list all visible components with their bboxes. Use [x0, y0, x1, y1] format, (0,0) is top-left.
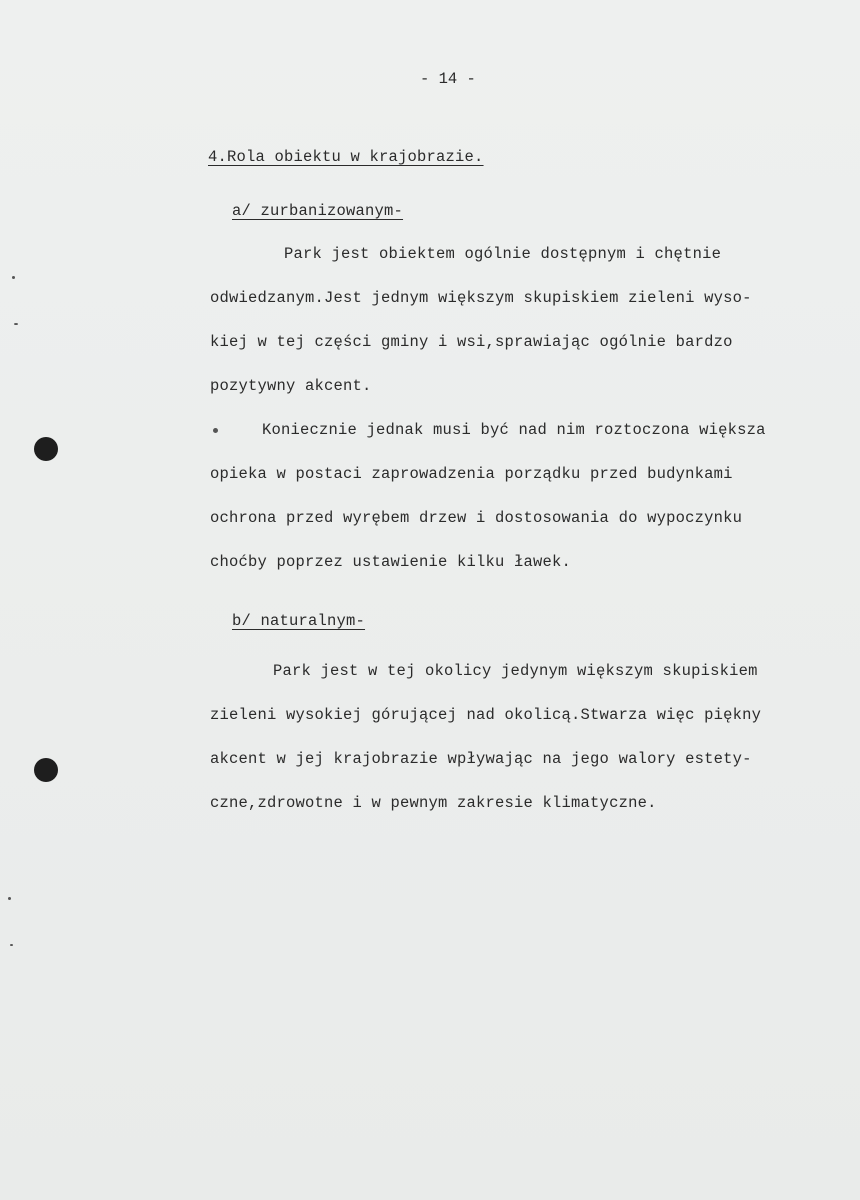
- paragraph-line: choćby poprzez ustawienie kilku ławek.: [210, 553, 572, 571]
- paragraph-line: kiej w tej części gminy i wsi,sprawiając ogólnie bardzo: [210, 333, 733, 351]
- paper-speck: [12, 276, 15, 279]
- paragraph-line: opieka w postaci zaprowadzenia porządku przed budynkami: [210, 465, 733, 483]
- paragraph-line: odwiedzanym.Jest jednym większym skupiskiem zieleni wyso-: [210, 289, 752, 307]
- paragraph-line: Park jest w tej okolicy jedynym większym skupiskiem: [273, 662, 758, 680]
- subsection-a-heading: a/ zurbanizowanym-: [232, 202, 404, 220]
- punch-hole: [34, 437, 58, 461]
- subsection-b-heading: b/ naturalnym-: [232, 612, 366, 630]
- paragraph-line: czne,zdrowotne i w pewnym zakresie klimatyczne.: [210, 794, 657, 812]
- paragraph-line: akcent w jej krajobrazie wpływając na jego walory estety-: [210, 750, 752, 768]
- paragraph-line: zieleni wysokiej górującej nad okolicą.Stwarza więc piękny: [210, 706, 762, 724]
- section-heading: 4.Rola obiektu w krajobrazie.: [208, 148, 484, 166]
- paper-speck: [14, 323, 18, 325]
- page-number: - 14 -: [420, 70, 476, 88]
- paper-speck: [8, 897, 11, 900]
- paragraph-line: Park jest obiektem ogólnie dostępnym i chętnie: [284, 245, 722, 263]
- paper-speck: [10, 944, 13, 946]
- paragraph-line: ochrona przed wyrębem drzew i dostosowania do wypoczynku: [210, 509, 743, 527]
- ink-dot: [213, 428, 218, 433]
- punch-hole: [34, 758, 58, 782]
- paragraph-line: Koniecznie jednak musi być nad nim roztoczona większa: [262, 421, 766, 439]
- paragraph-line: pozytywny akcent.: [210, 377, 372, 395]
